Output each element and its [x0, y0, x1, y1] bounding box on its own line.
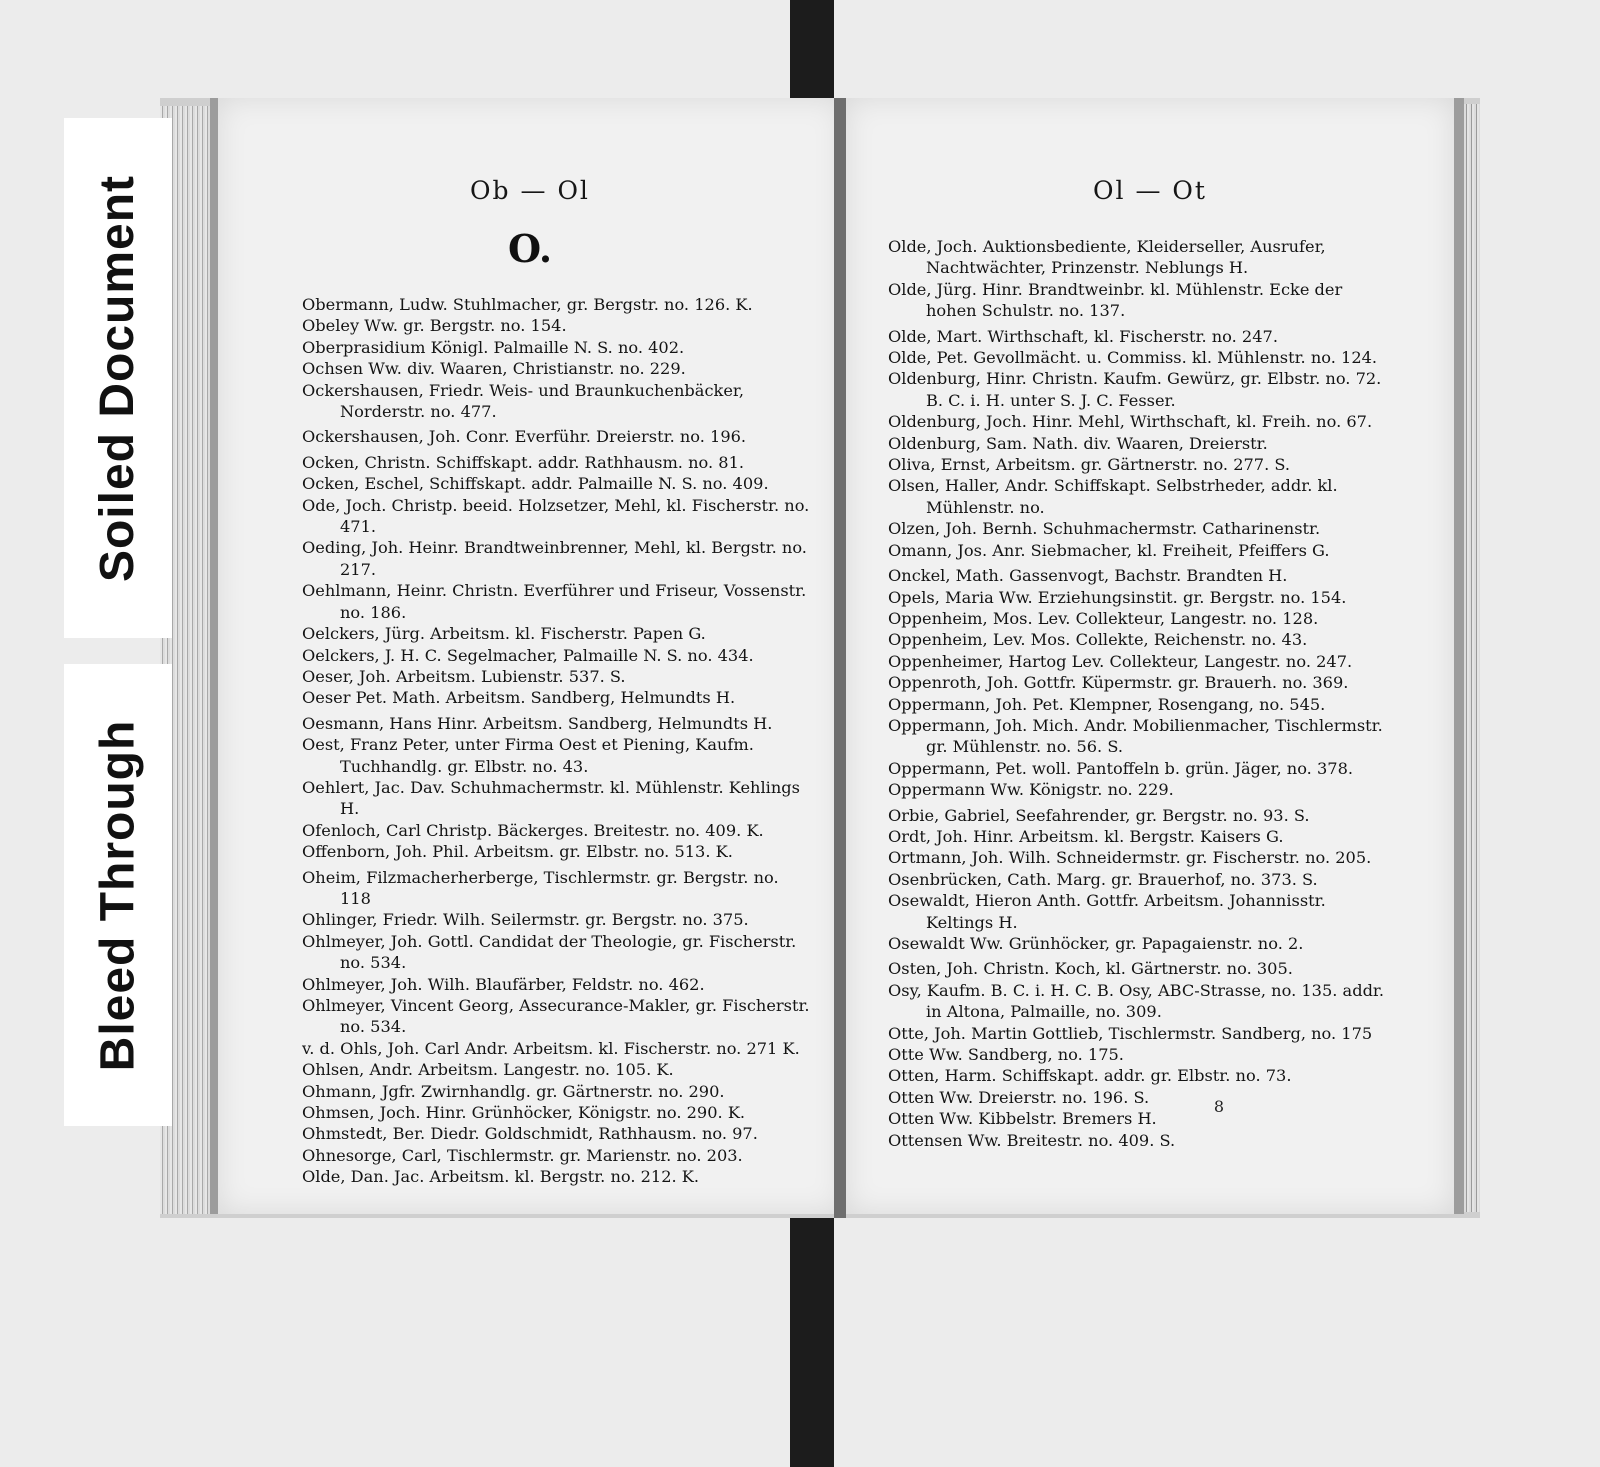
directory-entry: Osewaldt Ww. Grünhöcker, gr. Papagaienstr. no. 2.	[888, 934, 1304, 953]
directory-entry: Onckel, Math. Gassenvogt, Bachstr. Brandten H.	[888, 566, 1288, 586]
directory-entry: Ohlinger, Friedr. Wilh. Seilermstr. gr. Bergstr. no. 375.	[302, 910, 749, 930]
directory-entry: Oest, Franz Peter, unter Firma Oest et Piening, Kaufm. Tuchhandlg. gr. Elbstr. no. 43.	[302, 735, 754, 776]
directory-entry: Oldenburg, Joch. Hinr. Mehl, Wirthschaft, kl. Freih. no. 67.	[888, 412, 1373, 432]
directory-entry: Oeser, Joh. Arbeitsm. Lubienstr. 537. S.	[302, 666, 626, 686]
directory-entry: Olde, Mart. Wirthschaft, kl. Fischerstr. no. 247.	[888, 326, 1278, 346]
directory-entry: Oldenburg, Hinr. Christn. Kaufm. Gewürz, gr. Elbstr. no. 72. B. C. i. H. unter S. J. C. Fesser.	[888, 369, 1382, 410]
directory-entry: Oheim, Filzmacherherberge, Tischlermstr. gr. Bergstr. no. 118	[302, 867, 779, 908]
directory-entry: Ode, Joch. Christp. beeid. Holzsetzer, Mehl, kl. Fischerstr. no. 471.	[302, 495, 810, 537]
directory-entry: Oppenheimer, Hartog Lev. Collekteur, Langestr. no. 247.	[888, 651, 1353, 671]
directory-entry: Oesmann, Hans Hinr. Arbeitsm. Sandberg, Helmundts H.	[302, 713, 773, 733]
bleed-through-text: Bleed Through	[91, 719, 145, 1071]
directory-entry: Ohlsen, Andr. Arbeitsm. Langestr. no. 105. K.	[302, 1060, 674, 1080]
book-spine	[834, 98, 846, 1218]
directory-entry: Omann, Jos. Anr. Siebmacher, kl. Freiheit, Pfeiffers G.	[888, 540, 1330, 560]
directory-entry: Ordt, Joh. Hinr. Arbeitsm. kl. Bergstr. Kaisers G.	[888, 826, 1284, 846]
directory-entry: Otten, Harm. Schiffskapt. addr. gr. Elbstr. no. 73.	[888, 1066, 1292, 1086]
directory-entry: Oeding, Joh. Heinr. Brandtweinbrenner, Mehl, kl. Bergstr. no. 217.	[302, 538, 807, 579]
directory-entry: Ohnesorge, Carl, Tischlermstr. gr. Marienstr. no. 203.	[302, 1145, 743, 1165]
directory-entry: Ocken, Eschel, Schiffskapt. addr. Palmaille N. S. no. 409.	[302, 474, 769, 494]
directory-entry: Olde, Pet. Gevollmächt. u. Commiss. kl. Mühlenstr. no. 124.	[888, 348, 1378, 368]
directory-entry: Otte, Joh. Martin Gottlieb, Tischlermstr. Sandberg, no. 175	[888, 1023, 1373, 1043]
directory-entry: Oehlmann, Heinr. Christn. Everführer und Friseur, Vossenstr. no. 186.	[302, 581, 807, 622]
open-book	[160, 98, 1480, 1218]
directory-entry: Osy, Kaufm. B. C. i. H. C. B. Osy, ABC-Strasse, no. 135. addr. in Altona, Palmaille, no. 309.	[888, 980, 1385, 1022]
signature-mark: 8	[1213, 1097, 1224, 1116]
directory-entry: Opels, Maria Ww. Erziehungsinstit. gr. Bergstr. no. 154.	[888, 587, 1347, 607]
directory-entry: Ochsen Ww. div. Waaren, Christianstr. no. 229.	[302, 359, 686, 379]
directory-entry: Olzen, Joh. Bernh. Schuhmachermstr. Catharinenstr.	[888, 519, 1321, 539]
directory-entry: Olde, Joch. Auktionsbediente, Kleiderseller, Ausrufer, Nachtwächter, Prinzenstr. Neblungs H.	[888, 237, 1326, 278]
left-running-header: Ob — Ol	[470, 176, 590, 205]
directory-entry: Osewaldt, Hieron Anth. Gottfr. Arbeitsm. Johannisstr. Keltings H.	[888, 891, 1326, 932]
directory-entry: Ohlmeyer, Joh. Wilh. Blaufärber, Feldstr. no. 462.	[302, 974, 705, 994]
directory-entry: Ohmstedt, Ber. Diedr. Goldschmidt, Rathhausm. no. 97.	[302, 1124, 758, 1144]
directory-entry: Oppermann, Joh. Pet. Klempner, Rosengang, no. 545.	[888, 694, 1326, 714]
directory-entry: Ohmsen, Joch. Hinr. Grünhöcker, Königstr. no. 290. K.	[302, 1103, 746, 1123]
directory-entry: Ortmann, Joh. Wilh. Schneidermstr. gr. Fischerstr. no. 205.	[888, 848, 1372, 868]
right-page	[846, 98, 1464, 1214]
directory-entry: Oehlert, Jac. Dav. Schuhmachermstr. kl. Mühlenstr. Kehlings H.	[302, 777, 800, 819]
directory-entry: Ockershausen, Friedr. Weis- und Braunkuchenbäcker, Norderstr. no. 477.	[302, 380, 745, 422]
left-page	[210, 98, 842, 1214]
section-letter: O.	[507, 226, 553, 271]
directory-entry: Otte Ww. Sandberg, no. 175.	[888, 1045, 1124, 1065]
right-running-header: Ol — Ot	[1093, 176, 1207, 205]
directory-entry: Oppenheim, Lev. Mos. Collekte, Reichenstr. no. 43.	[888, 630, 1308, 650]
directory-entry: Obeley Ww. gr. Bergstr. no. 154.	[302, 316, 567, 336]
directory-entry: Olsen, Haller, Andr. Schiffskapt. Selbstrheder, addr. kl. Mühlenstr. no.	[888, 476, 1338, 517]
directory-entry: Offenborn, Joh. Phil. Arbeitsm. gr. Elbstr. no. 513. K.	[302, 842, 733, 862]
directory-entry: Ohlmeyer, Vincent Georg, Assecurance-Makler, gr. Fischerstr. no. 534.	[302, 996, 810, 1037]
directory-entry: Ocken, Christn. Schiffskapt. addr. Rathhausm. no. 81.	[302, 452, 745, 472]
directory-entry: Ottensen Ww. Breitestr. no. 409. S.	[888, 1130, 1176, 1150]
directory-entry: Otten Ww. Kibbelstr. Bremers H.	[888, 1109, 1157, 1129]
gutter-shadow-bottom	[790, 1215, 834, 1467]
directory-entry: Oppermann, Joh. Mich. Andr. Mobilienmacher, Tischlermstr. gr. Mühlenstr. no. 56. S.	[888, 715, 1383, 757]
right-entry-list	[888, 236, 1394, 1151]
directory-entry: Otten Ww. Dreierstr. no. 196. S.	[888, 1087, 1150, 1107]
soiled-document-text: Soiled Document	[91, 174, 145, 582]
directory-entry: Oeser Pet. Math. Arbeitsm. Sandberg, Helmundts H.	[302, 688, 736, 708]
directory-entry: Obermann, Ludw. Stuhlmacher, gr. Bergstr. no. 126. K.	[302, 295, 753, 314]
directory-entry: Oppenroth, Joh. Gottfr. Küpermstr. gr. Brauerh. no. 369.	[888, 673, 1349, 693]
gutter-shadow-top	[790, 0, 834, 110]
directory-entry: Osenbrücken, Cath. Marg. gr. Brauerhof, no. 373. S.	[888, 869, 1318, 889]
directory-entry: Oliva, Ernst, Arbeitsm. gr. Gärtnerstr. no. 277. S.	[888, 455, 1291, 475]
soiled-document-label	[64, 118, 172, 638]
directory-entry: Ohmann, Jgfr. Zwirnhandlg. gr. Gärtnerstr. no. 290.	[302, 1081, 725, 1101]
directory-entry: Oppermann Ww. Königstr. no. 229.	[888, 780, 1174, 800]
directory-entry: Ockershausen, Joh. Conr. Everführ. Dreierstr. no. 196.	[302, 427, 747, 447]
directory-entry: v. d. Ohls, Joh. Carl Andr. Arbeitsm. kl. Fischerstr. no. 271 K.	[302, 1038, 800, 1058]
directory-entry: Oppenheim, Mos. Lev. Collekteur, Langestr. no. 128.	[888, 608, 1319, 628]
directory-entry: Oppermann, Pet. woll. Pantoffeln b. grün. Jäger, no. 378.	[888, 758, 1354, 778]
directory-entry: Ohlmeyer, Joh. Gottl. Candidat der Theologie, gr. Fischerstr. no. 534.	[302, 931, 797, 973]
directory-entry: Orbie, Gabriel, Seefahrender, gr. Bergstr. no. 93. S.	[888, 805, 1310, 825]
directory-entry: Oberprasidium Königl. Palmaille N. S. no. 402.	[302, 337, 685, 357]
directory-entry: Olde, Dan. Jac. Arbeitsm. kl. Bergstr. no. 212. K.	[302, 1167, 700, 1187]
directory-entry: Osten, Joh. Christn. Koch, kl. Gärtnerstr. no. 305.	[888, 959, 1293, 979]
directory-entry: Oelckers, Jürg. Arbeitsm. kl. Fischerstr. Papen G.	[302, 624, 706, 644]
directory-entry: Olde, Jürg. Hinr. Brandtweinbr. kl. Mühlenstr. Ecke der hohen Schulstr. no. 137.	[888, 279, 1343, 321]
left-entry-list	[302, 294, 812, 1188]
directory-entry: Oelckers, J. H. C. Segelmacher, Palmaille N. S. no. 434.	[302, 645, 754, 665]
directory-entry: Ofenloch, Carl Christp. Bäckerges. Breitestr. no. 409. K.	[302, 820, 764, 840]
bleed-through-label	[64, 664, 172, 1126]
directory-entry: Oldenburg, Sam. Nath. div. Waaren, Dreierstr.	[888, 433, 1268, 453]
